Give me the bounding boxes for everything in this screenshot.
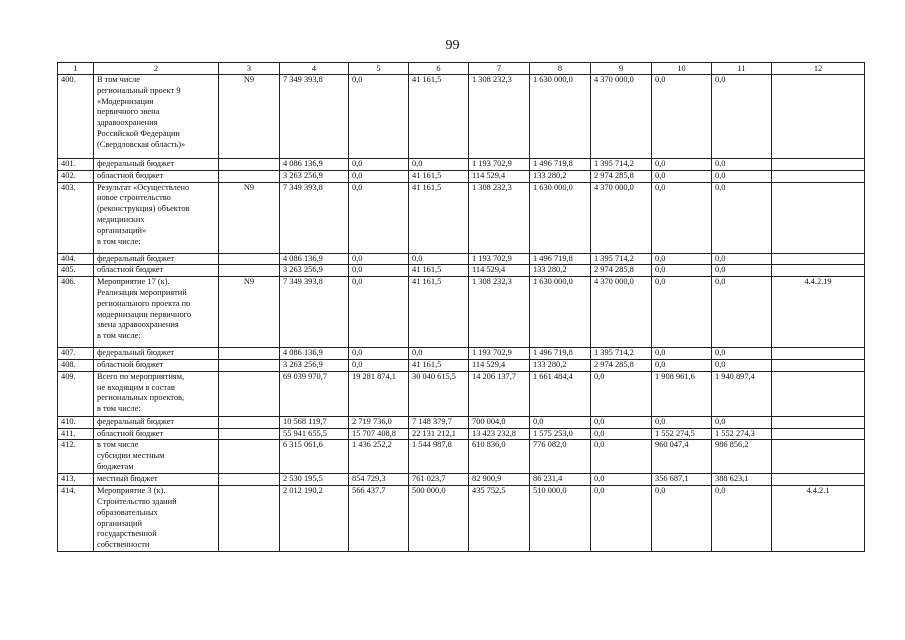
table-row — [58, 277, 865, 348]
amount-cell: 0,0 — [652, 170, 712, 182]
item-name-cell: областной бюджет — [94, 359, 219, 371]
code-cell — [772, 416, 865, 428]
code-cell — [772, 348, 865, 360]
budget-table — [57, 62, 865, 552]
item-name-cell: областной бюджет — [94, 428, 219, 440]
table-row — [58, 474, 865, 486]
amount-cell: 566 437,7 — [349, 486, 409, 552]
amount-cell: 2 974 285,8 — [591, 359, 652, 371]
row-number-cell: 408. — [58, 359, 94, 371]
amount-cell: 610 836,0 — [469, 440, 530, 474]
code-cell: N9 — [219, 182, 280, 253]
amount-cell: 0,0 — [591, 440, 652, 474]
amount-cell: 1 661 484,4 — [530, 371, 591, 416]
amount-cell: 0,0 — [652, 416, 712, 428]
row-number-cell: 406. — [58, 277, 94, 348]
column-header: 7 — [469, 63, 530, 75]
item-name-cell: Всего по мероприятиям, не входящим в состав региональных проектов, в том числе: — [94, 371, 219, 416]
code-cell: N9 — [219, 277, 280, 348]
code-cell — [219, 474, 280, 486]
row-number-cell: 410. — [58, 416, 94, 428]
amount-cell: 986 856,2 — [712, 440, 772, 474]
amount-cell: 0,0 — [349, 265, 409, 277]
amount-cell: 0,0 — [349, 170, 409, 182]
code-cell — [772, 170, 865, 182]
amount-cell: 0,0 — [349, 348, 409, 360]
code-cell — [772, 359, 865, 371]
amount-cell: 0,0 — [652, 265, 712, 277]
amount-cell: 10 568 119,7 — [280, 416, 349, 428]
amount-cell: 86 231,4 — [530, 474, 591, 486]
amount-cell: 41 161,5 — [409, 182, 469, 253]
amount-cell: 55 941 655,5 — [280, 428, 349, 440]
amount-cell: 13 423 232,8 — [469, 428, 530, 440]
item-name-cell: федеральный бюджет — [94, 416, 219, 428]
amount-cell: 0,0 — [652, 359, 712, 371]
row-number-cell: 414. — [58, 486, 94, 552]
amount-cell: 4 370 000,0 — [591, 277, 652, 348]
amount-cell: 0,0 — [712, 277, 772, 348]
amount-cell: 0,0 — [712, 348, 772, 360]
amount-cell: 2 719 736,0 — [349, 416, 409, 428]
column-header: 10 — [652, 63, 712, 75]
amount-cell: 1 496 719,8 — [530, 253, 591, 265]
amount-cell: 0,0 — [712, 265, 772, 277]
amount-cell: 0,0 — [652, 348, 712, 360]
column-header: 3 — [219, 63, 280, 75]
item-name-cell: федеральный бюджет — [94, 348, 219, 360]
amount-cell: 22 131 212,1 — [409, 428, 469, 440]
amount-cell: 0,0 — [652, 253, 712, 265]
table-row — [58, 170, 865, 182]
column-header: 12 — [772, 63, 865, 75]
item-name-cell: областной бюджет — [94, 170, 219, 182]
amount-cell: 4 086 136,9 — [280, 253, 349, 265]
amount-cell: 7 349 393,8 — [280, 277, 349, 348]
amount-cell: 3 263 256,9 — [280, 170, 349, 182]
code-cell: 4.4.2.19 — [772, 277, 865, 348]
amount-cell: 776 082,0 — [530, 440, 591, 474]
item-name-cell: областной бюджет — [94, 265, 219, 277]
amount-cell: 0,0 — [712, 75, 772, 159]
column-header: 6 — [409, 63, 469, 75]
item-name-cell: федеральный бюджет — [94, 159, 219, 171]
code-cell — [772, 159, 865, 171]
code-cell — [219, 265, 280, 277]
column-header: 1 — [58, 63, 94, 75]
amount-cell: 2 530 195,5 — [280, 474, 349, 486]
amount-cell: 7 349 393,8 — [280, 182, 349, 253]
amount-cell: 0,0 — [652, 182, 712, 253]
amount-cell: 0,0 — [349, 253, 409, 265]
row-number-cell: 409. — [58, 371, 94, 416]
code-cell — [219, 348, 280, 360]
amount-cell: 133 280,2 — [530, 359, 591, 371]
item-name-cell: федеральный бюджет — [94, 253, 219, 265]
code-cell — [219, 440, 280, 474]
amount-cell: 14 206 137,7 — [469, 371, 530, 416]
row-number-cell: 411. — [58, 428, 94, 440]
column-header: 4 — [280, 63, 349, 75]
amount-cell: 0,0 — [652, 277, 712, 348]
code-cell — [219, 416, 280, 428]
amount-cell: 82 900,9 — [469, 474, 530, 486]
amount-cell: 1 552 274,3 — [712, 428, 772, 440]
amount-cell: 0,0 — [712, 170, 772, 182]
amount-cell: 114 529,4 — [469, 359, 530, 371]
code-cell — [772, 253, 865, 265]
amount-cell: 0,0 — [591, 428, 652, 440]
amount-cell: 69 039 970,7 — [280, 371, 349, 416]
row-number-cell: 401. — [58, 159, 94, 171]
amount-cell: 1 575 253,0 — [530, 428, 591, 440]
amount-cell: 0,0 — [712, 416, 772, 428]
column-header: 2 — [94, 63, 219, 75]
amount-cell: 356 687,1 — [652, 474, 712, 486]
code-cell: 4.4.2.1 — [772, 486, 865, 552]
table-row — [58, 75, 865, 159]
table-row — [58, 182, 865, 253]
amount-cell: 1 193 702,9 — [469, 253, 530, 265]
amount-cell: 0,0 — [409, 159, 469, 171]
table-row — [58, 159, 865, 171]
table-row — [58, 348, 865, 360]
amount-cell: 6 315 061,6 — [280, 440, 349, 474]
amount-cell: 960 047,4 — [652, 440, 712, 474]
table-row — [58, 265, 865, 277]
amount-cell: 1 308 232,3 — [469, 75, 530, 159]
column-header: 9 — [591, 63, 652, 75]
amount-cell: 0,0 — [712, 182, 772, 253]
amount-cell: 0,0 — [349, 75, 409, 159]
amount-cell: 1 193 702,9 — [469, 159, 530, 171]
amount-cell: 2 012 190,2 — [280, 486, 349, 552]
code-cell — [219, 159, 280, 171]
table-row — [58, 371, 865, 416]
row-number-cell: 402. — [58, 170, 94, 182]
amount-cell: 1 552 274,5 — [652, 428, 712, 440]
amount-cell: 510 000,0 — [530, 486, 591, 552]
amount-cell: 0,0 — [409, 253, 469, 265]
amount-cell: 0,0 — [652, 75, 712, 159]
column-header: 5 — [349, 63, 409, 75]
row-number-cell: 404. — [58, 253, 94, 265]
row-number-cell: 407. — [58, 348, 94, 360]
amount-cell: 41 161,5 — [409, 277, 469, 348]
amount-cell: 435 752,5 — [469, 486, 530, 552]
code-cell: N9 — [219, 75, 280, 159]
code-cell — [772, 440, 865, 474]
amount-cell: 0,0 — [349, 277, 409, 348]
amount-cell: 0,0 — [712, 359, 772, 371]
amount-cell: 4 370 000,0 — [591, 182, 652, 253]
amount-cell: 0,0 — [591, 416, 652, 428]
amount-cell: 388 623,1 — [712, 474, 772, 486]
amount-cell: 1 308 232,3 — [469, 277, 530, 348]
column-header: 11 — [712, 63, 772, 75]
table-row — [58, 428, 865, 440]
amount-cell: 0,0 — [652, 159, 712, 171]
amount-cell: 114 529,4 — [469, 265, 530, 277]
amount-cell: 41 161,5 — [409, 170, 469, 182]
code-cell — [772, 75, 865, 159]
amount-cell: 1 436 252,2 — [349, 440, 409, 474]
code-cell — [219, 170, 280, 182]
item-name-cell: Мероприятие 3 (к). Строительство зданий образовательных организаций государственной собственности — [94, 486, 219, 552]
amount-cell: 1 395 714,2 — [591, 159, 652, 171]
amount-cell: 761 023,7 — [409, 474, 469, 486]
amount-cell: 1 193 702,9 — [469, 348, 530, 360]
amount-cell: 4 370 000,0 — [591, 75, 652, 159]
amount-cell: 854 729,3 — [349, 474, 409, 486]
code-cell — [772, 182, 865, 253]
code-cell — [772, 428, 865, 440]
amount-cell: 500 000,0 — [409, 486, 469, 552]
amount-cell: 2 974 285,8 — [591, 265, 652, 277]
item-name-cell: Мероприятие 17 (к). Реализация мероприятий регионального проекта по модернизации первичного звена здравоохранения в том числе: — [94, 277, 219, 348]
table-row — [58, 253, 865, 265]
amount-cell: 1 940 897,4 — [712, 371, 772, 416]
table-row — [58, 416, 865, 428]
amount-cell: 1 908 961,6 — [652, 371, 712, 416]
code-cell — [219, 371, 280, 416]
amount-cell: 3 263 256,9 — [280, 359, 349, 371]
item-name-cell: В том числе региональный проект 9 «Модернизация первичного звена здравоохранения Российской Федерации (Свердловская область)» — [94, 75, 219, 159]
amount-cell: 0,0 — [409, 348, 469, 360]
amount-cell: 19 281 874,1 — [349, 371, 409, 416]
row-number-cell: 413. — [58, 474, 94, 486]
amount-cell: 0,0 — [712, 253, 772, 265]
amount-cell: 15 707 408,8 — [349, 428, 409, 440]
column-header: 8 — [530, 63, 591, 75]
row-number-cell: 403. — [58, 182, 94, 253]
amount-cell: 1 630 000,0 — [530, 75, 591, 159]
amount-cell: 41 161,5 — [409, 75, 469, 159]
amount-cell: 133 280,2 — [530, 170, 591, 182]
amount-cell: 3 263 256,9 — [280, 265, 349, 277]
amount-cell: 1 496 719,8 — [530, 348, 591, 360]
amount-cell: 0,0 — [530, 416, 591, 428]
code-cell — [219, 486, 280, 552]
amount-cell: 4 086 136,9 — [280, 159, 349, 171]
amount-cell: 0,0 — [652, 486, 712, 552]
amount-cell: 41 161,5 — [409, 265, 469, 277]
amount-cell: 1 496 719,8 — [530, 159, 591, 171]
amount-cell: 1 395 714,2 — [591, 348, 652, 360]
amount-cell: 7 148 379,7 — [409, 416, 469, 428]
table-row — [58, 486, 865, 552]
table-header-row — [58, 63, 865, 75]
amount-cell: 1 395 714,2 — [591, 253, 652, 265]
code-cell — [219, 428, 280, 440]
item-name-cell: местный бюджет — [94, 474, 219, 486]
code-cell — [772, 474, 865, 486]
code-cell — [219, 359, 280, 371]
amount-cell: 41 161,5 — [409, 359, 469, 371]
table-row — [58, 359, 865, 371]
amount-cell: 0,0 — [591, 474, 652, 486]
amount-cell: 0,0 — [349, 182, 409, 253]
amount-cell: 0,0 — [712, 486, 772, 552]
amount-cell: 133 280,2 — [530, 265, 591, 277]
code-cell — [772, 371, 865, 416]
amount-cell: 700 004,0 — [469, 416, 530, 428]
amount-cell: 1 308 232,3 — [469, 182, 530, 253]
amount-cell: 1 630 000,0 — [530, 182, 591, 253]
row-number-cell: 400. — [58, 75, 94, 159]
amount-cell: 0,0 — [591, 371, 652, 416]
row-number-cell: 405. — [58, 265, 94, 277]
amount-cell: 0,0 — [349, 159, 409, 171]
row-number-cell: 412. — [58, 440, 94, 474]
amount-cell: 7 349 393,8 — [280, 75, 349, 159]
amount-cell: 0,0 — [591, 486, 652, 552]
amount-cell: 2 974 285,8 — [591, 170, 652, 182]
amount-cell: 0,0 — [712, 159, 772, 171]
amount-cell: 4 086 136,9 — [280, 348, 349, 360]
item-name-cell: Результат «Осуществлено новое строительство (реконструкция) объектов медицинских организаций» в том числе: — [94, 182, 219, 253]
amount-cell: 114 529,4 — [469, 170, 530, 182]
code-cell — [219, 253, 280, 265]
amount-cell: 1 630 000,0 — [530, 277, 591, 348]
code-cell — [772, 265, 865, 277]
item-name-cell: в том числе субсидии местным бюджетам — [94, 440, 219, 474]
amount-cell: 1 544 987,8 — [409, 440, 469, 474]
amount-cell: 30 040 615,5 — [409, 371, 469, 416]
page-number: 99 — [445, 38, 460, 53]
amount-cell: 0,0 — [349, 359, 409, 371]
table-row — [58, 440, 865, 474]
